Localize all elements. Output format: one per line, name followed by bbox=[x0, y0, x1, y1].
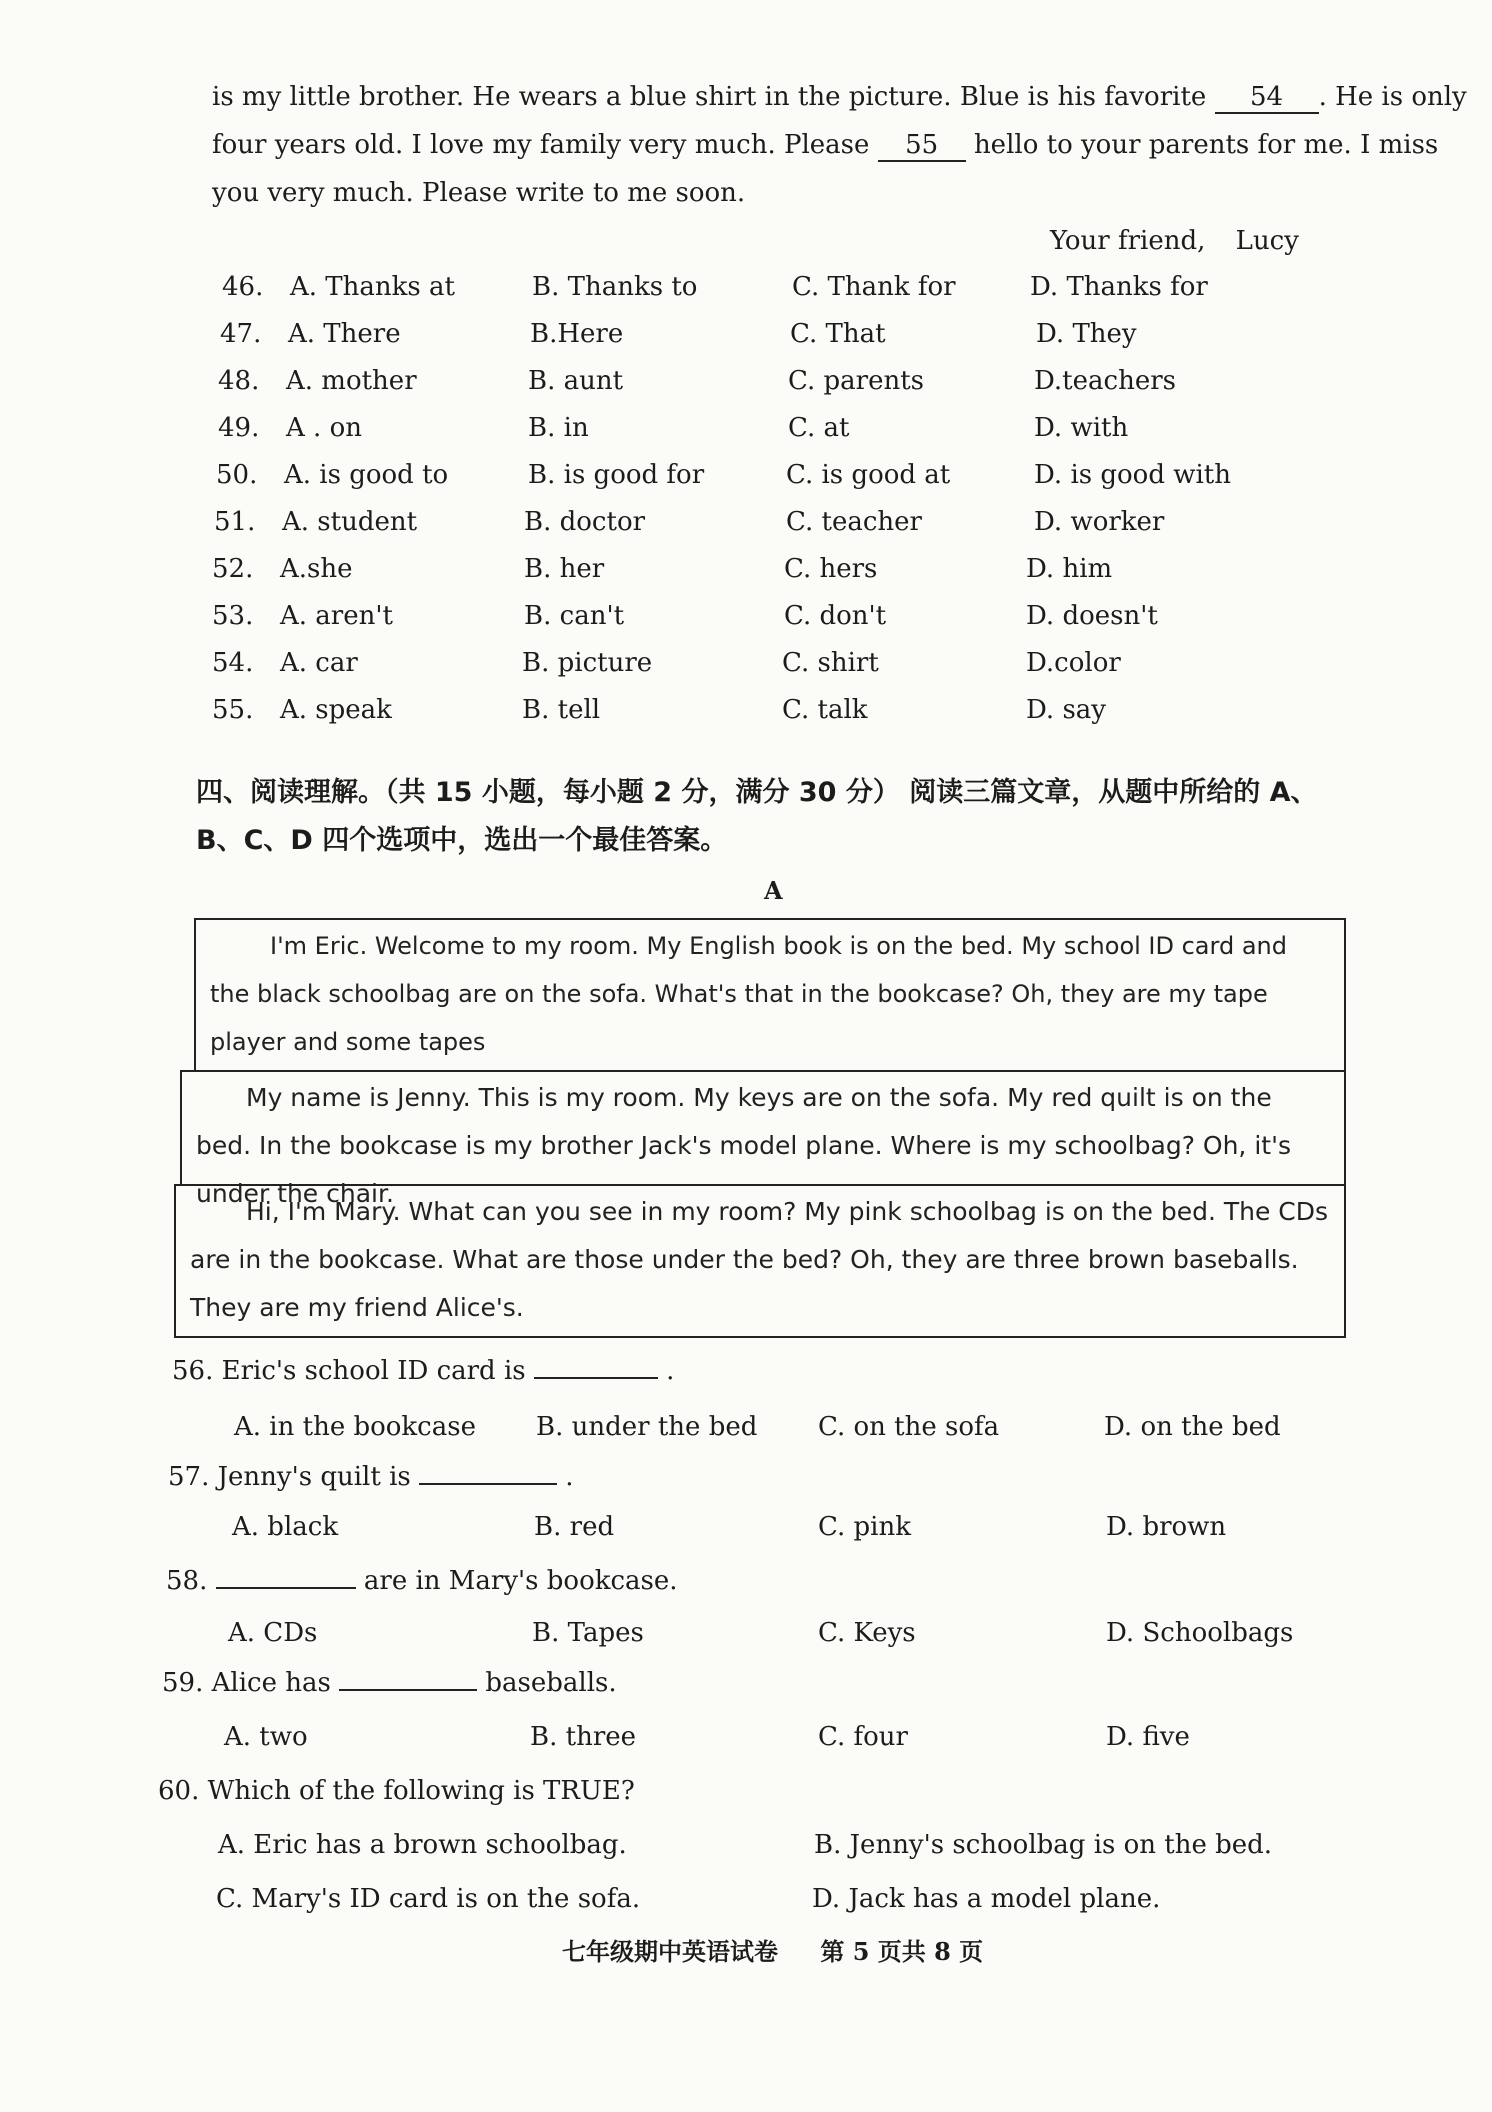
signoff-name: Lucy bbox=[1235, 226, 1299, 256]
option-a: A. speak bbox=[280, 695, 392, 725]
option-c: C. on the sofa bbox=[818, 1412, 1000, 1442]
option-a: A. Thanks at bbox=[290, 272, 455, 302]
passage-mary bbox=[174, 1184, 1346, 1338]
question-number: 46. bbox=[222, 272, 264, 302]
option-c: C. teacher bbox=[786, 507, 922, 537]
question-57-stem bbox=[168, 1462, 574, 1492]
letter-line-1 bbox=[212, 82, 1467, 114]
letter-text: four years old. I love my family very much. Please bbox=[212, 130, 870, 160]
option-d: D. with bbox=[1034, 413, 1129, 443]
passage-eric bbox=[194, 918, 1346, 1072]
option-b: B.Here bbox=[530, 319, 624, 349]
option-b: B. aunt bbox=[528, 366, 624, 396]
option-b: B. is good for bbox=[528, 460, 705, 490]
footer bbox=[562, 1932, 983, 1967]
option-a: A. in the bookcase bbox=[234, 1412, 476, 1442]
option-a: A. black bbox=[232, 1512, 339, 1542]
question-60-stem: 60. Which of the following is TRUE? bbox=[158, 1776, 635, 1806]
option-d: D. say bbox=[1026, 695, 1106, 725]
page-number: 第 5 页共 8 页 bbox=[820, 1937, 984, 1966]
option-c: C. at bbox=[788, 413, 850, 443]
section-heading-cont: B、C、D 四个选项中，选出一个最佳答案。 bbox=[196, 825, 728, 856]
stem-text: . bbox=[666, 1356, 675, 1386]
stem-text: 56. Eric's school ID card is bbox=[172, 1356, 526, 1386]
option-c: C. don't bbox=[784, 601, 887, 631]
option-a: A. mother bbox=[286, 366, 417, 396]
question-59-stem bbox=[162, 1668, 617, 1698]
option-c: C. talk bbox=[782, 695, 868, 725]
blank-55: 55 bbox=[878, 130, 966, 162]
option-b: B. Tapes bbox=[532, 1618, 644, 1648]
option-d: D. Schoolbags bbox=[1106, 1618, 1294, 1648]
option-b: B. under the bed bbox=[536, 1412, 758, 1442]
option-c: C. shirt bbox=[782, 648, 879, 678]
question-number: 55. bbox=[212, 695, 254, 725]
signoff-label: Your friend, bbox=[1050, 226, 1206, 256]
option-c: C. That bbox=[790, 319, 886, 349]
stem-text: 59. Alice has bbox=[162, 1668, 331, 1698]
option-a: A. There bbox=[288, 319, 401, 349]
option-a: A.she bbox=[280, 554, 353, 584]
option-a: A. aren't bbox=[280, 601, 393, 631]
option-d: D.color bbox=[1026, 648, 1121, 678]
letter-text: hello to your parents for me. I miss bbox=[973, 130, 1439, 160]
passage-text: My name is Jenny. This is my room. My keys are on the sofa. My red quilt is on the bed. In the bookcase is my brother Jack's model plane. Where is my schoolbag? Oh, it's under the chair. bbox=[196, 1083, 1291, 1208]
stem-text: 57. Jenny's quilt is bbox=[168, 1462, 411, 1492]
question-number: 48. bbox=[218, 366, 260, 396]
option-c: C. pink bbox=[818, 1512, 911, 1542]
passage-label: A bbox=[764, 876, 783, 905]
option-b: B. can't bbox=[524, 601, 625, 631]
question-56-stem bbox=[172, 1356, 674, 1386]
option-c: C. is good at bbox=[786, 460, 951, 490]
question-number: 53. bbox=[212, 601, 254, 631]
option-d: D. five bbox=[1106, 1722, 1190, 1752]
answer-blank bbox=[339, 1689, 477, 1691]
stem-text: 58. bbox=[166, 1566, 208, 1596]
stem-text: are in Mary's bookcase. bbox=[363, 1566, 678, 1596]
option-b: B. Jenny's schoolbag is on the bed. bbox=[814, 1830, 1273, 1860]
option-a: A . on bbox=[286, 413, 362, 443]
option-b: B. in bbox=[528, 413, 589, 443]
answer-blank bbox=[534, 1377, 658, 1379]
section-heading: 四、阅读理解。（共 15 小题，每小题 2 分，满分 30 分） 阅读三篇文章，从题中所给的 A、 bbox=[196, 777, 1318, 808]
option-d: D. worker bbox=[1034, 507, 1165, 537]
option-d: D. Jack has a model plane. bbox=[812, 1884, 1161, 1914]
stem-text: . bbox=[565, 1462, 574, 1492]
option-c: C. Thank for bbox=[792, 272, 956, 302]
option-c: C. hers bbox=[784, 554, 878, 584]
letter-line-3: you very much. Please write to me soon. bbox=[212, 178, 746, 208]
passage-text: Hi, I'm Mary. What can you see in my room? My pink schoolbag is on the bed. The CDs are in the bookcase. What are those under the bed? Oh, they are three brown baseballs. They are my friend Alice's. bbox=[190, 1197, 1329, 1322]
option-b: B. her bbox=[524, 554, 605, 584]
option-a: A. two bbox=[224, 1722, 308, 1752]
letter-line-2 bbox=[212, 130, 1438, 162]
exam-title: 七年级期中英语试卷 bbox=[562, 1937, 778, 1966]
letter-signoff bbox=[1050, 226, 1299, 256]
option-b: B. three bbox=[530, 1722, 637, 1752]
question-number: 52. bbox=[212, 554, 254, 584]
answer-blank bbox=[216, 1587, 356, 1589]
question-number: 54. bbox=[212, 648, 254, 678]
question-number: 50. bbox=[216, 460, 258, 490]
option-c: C. Mary's ID card is on the sofa. bbox=[216, 1884, 641, 1914]
option-b: B. red bbox=[534, 1512, 615, 1542]
blank-54: 54 bbox=[1215, 82, 1319, 114]
option-d: D. him bbox=[1026, 554, 1113, 584]
option-c: C. Keys bbox=[818, 1618, 916, 1648]
option-c: C. four bbox=[818, 1722, 908, 1752]
option-c: C. parents bbox=[788, 366, 924, 396]
option-b: B. tell bbox=[522, 695, 601, 725]
option-b: B. doctor bbox=[524, 507, 646, 537]
option-a: A. CDs bbox=[228, 1618, 318, 1648]
option-a: A. is good to bbox=[284, 460, 449, 490]
question-number: 47. bbox=[220, 319, 262, 349]
option-b: B. picture bbox=[522, 648, 653, 678]
option-d: D. They bbox=[1036, 319, 1137, 349]
option-b: B. Thanks to bbox=[532, 272, 698, 302]
option-d: D. brown bbox=[1106, 1512, 1227, 1542]
passage-text: I'm Eric. Welcome to my room. My English book is on the bed. My school ID card and the black schoolbag are on the sofa. What's that in the bookcase? Oh, they are my tape player and some tapes bbox=[210, 932, 1287, 1056]
question-number: 51. bbox=[214, 507, 256, 537]
question-58-stem bbox=[166, 1566, 678, 1596]
question-number: 49. bbox=[218, 413, 260, 443]
answer-blank bbox=[419, 1483, 557, 1485]
option-d: D.teachers bbox=[1034, 366, 1176, 396]
option-d: D. doesn't bbox=[1026, 601, 1158, 631]
option-a: A. student bbox=[282, 507, 418, 537]
option-d: D. Thanks for bbox=[1030, 272, 1208, 302]
letter-text: . He is only bbox=[1318, 82, 1467, 112]
stem-text: baseballs. bbox=[485, 1668, 617, 1698]
passage-jenny bbox=[180, 1070, 1346, 1208]
option-a: A. car bbox=[280, 648, 358, 678]
option-d: D. on the bed bbox=[1104, 1412, 1281, 1442]
option-a: A. Eric has a brown schoolbag. bbox=[218, 1830, 627, 1860]
letter-text: is my little brother. He wears a blue shirt in the picture. Blue is his favorite bbox=[212, 82, 1207, 112]
option-d: D. is good with bbox=[1034, 460, 1231, 490]
